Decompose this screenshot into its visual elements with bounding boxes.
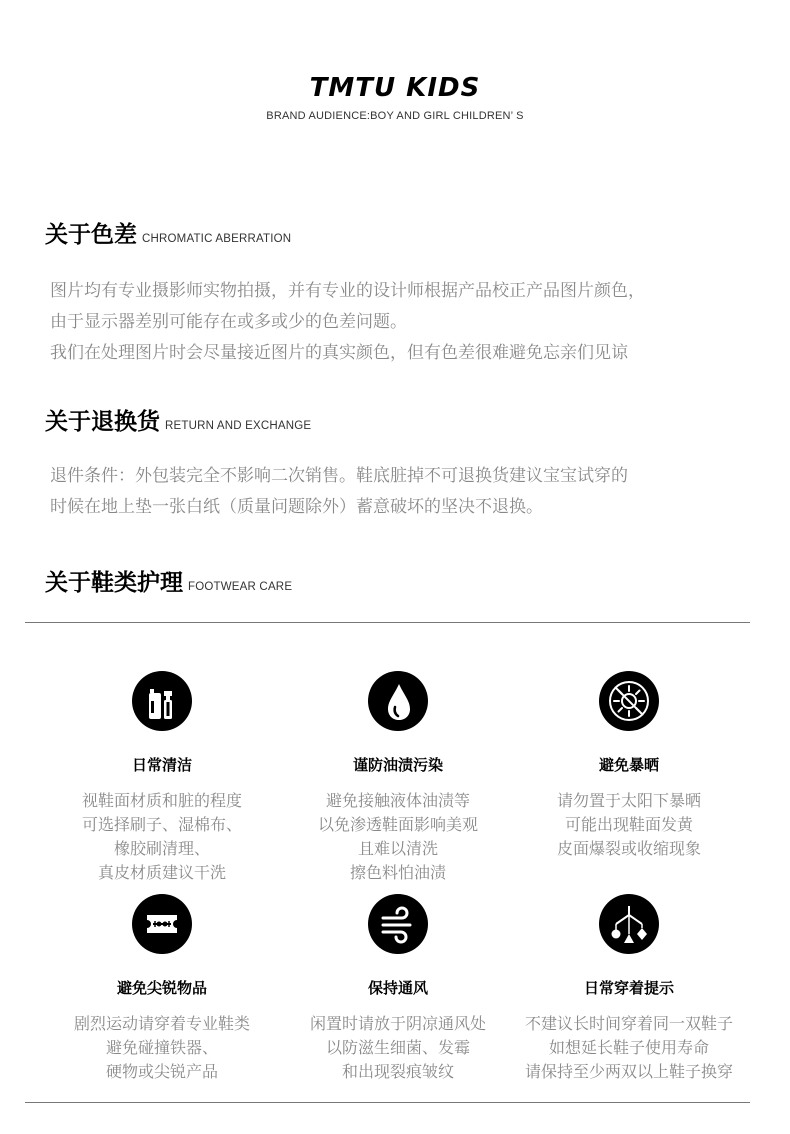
care-line: 皮面爆裂或收缩现象 <box>556 839 701 858</box>
care-line: 硬物或尖锐产品 <box>105 1062 218 1081</box>
paragraph-line: 图片均有专业摄影师实物拍摄，并有专业的设计师根据产品校正产品图片颜色， <box>50 281 645 301</box>
brand-header <box>0 72 790 122</box>
care-title: 避免暴晒 <box>598 756 659 774</box>
care-item-no-sun <box>509 671 749 861</box>
care-line: 可选择刷子、湿棉布、 <box>81 815 242 834</box>
care-item-wearing-tips <box>509 894 749 1084</box>
care-line: 剧烈运动请穿着专业鞋类 <box>73 1014 250 1033</box>
section-heading-color <box>45 216 291 249</box>
paragraph-line: 由于显示器差别可能存在或多或少的色差问题。 <box>50 312 407 332</box>
water-drop-icon <box>368 671 428 731</box>
care-description <box>278 1012 518 1084</box>
care-title: 日常穿着提示 <box>583 979 674 997</box>
section-heading-care <box>45 564 292 597</box>
care-line: 擦色料怕油渍 <box>349 863 446 882</box>
color-paragraph <box>50 276 750 369</box>
blade-icon <box>132 894 192 954</box>
section-title-zh: 关于鞋类护理 <box>45 570 183 596</box>
care-line: 以免渗透鞋面影响美观 <box>317 815 478 834</box>
section-title-en: CHROMATIC ABERRATION <box>142 233 292 245</box>
care-line: 橡胶刷清理、 <box>113 839 210 858</box>
returns-paragraph <box>50 461 750 523</box>
care-description <box>278 789 518 885</box>
care-line: 闲置时请放于阴凉通风处 <box>309 1014 486 1033</box>
paragraph-line: 我们在处理图片时会尽量接近图片的真实颜色，但有色差很难避免忘亲们见谅 <box>50 343 628 363</box>
section-title-en: RETURN AND EXCHANGE <box>165 420 312 432</box>
care-description <box>509 789 749 861</box>
care-description <box>42 789 282 885</box>
care-line: 和出现裂痕皱纹 <box>341 1062 454 1081</box>
care-line: 可能出现鞋面发黄 <box>564 815 693 834</box>
brand-title: TMTU KIDS <box>309 73 481 103</box>
care-line: 以防滋生细菌、发霉 <box>325 1038 470 1057</box>
mobile-toy-icon <box>599 894 659 954</box>
section-heading-returns <box>45 403 311 436</box>
wind-icon <box>368 894 428 954</box>
care-description <box>42 1012 282 1084</box>
care-line: 真皮材质建议干洗 <box>97 863 226 882</box>
section-title-zh: 关于退换货 <box>45 409 160 435</box>
paragraph-line: 退件条件：外包装完全不影响二次销售。鞋底脏掉不可退换货建议宝宝试穿的 <box>50 466 628 486</box>
no-sun-icon <box>599 671 659 731</box>
care-item-sharp-objects <box>42 894 282 1084</box>
care-item-daily-cleaning <box>42 671 282 885</box>
section-title-zh: 关于色差 <box>45 222 137 248</box>
care-line: 避免接触液体油渍等 <box>325 791 470 810</box>
care-line: 不建议长时间穿着同一双鞋子 <box>524 1014 733 1033</box>
care-title: 避免尖锐物品 <box>116 979 207 997</box>
divider-top <box>25 622 750 623</box>
care-line: 且难以清洗 <box>357 839 438 858</box>
care-title: 保持通风 <box>367 979 428 997</box>
care-item-oil-stain <box>278 671 518 885</box>
care-title: 日常清洁 <box>131 756 192 774</box>
care-title: 谨防油渍污染 <box>352 756 443 774</box>
care-description <box>509 1012 749 1084</box>
care-line: 请保持至少两双以上鞋子换穿 <box>524 1062 733 1081</box>
paragraph-line: 时候在地上垫一张白纸（质量问题除外）蓄意破坏的坚决不退换。 <box>50 497 543 517</box>
care-line: 视鞋面材质和脏的程度 <box>81 791 242 810</box>
section-title-en: FOOTWEAR CARE <box>188 581 293 593</box>
cleaning-bottles-icon <box>132 671 192 731</box>
care-line: 如想延长鞋子使用寿命 <box>548 1038 709 1057</box>
divider-bottom <box>25 1102 750 1103</box>
care-line: 避免碰撞铁器、 <box>105 1038 218 1057</box>
care-line: 请勿置于太阳下暴晒 <box>556 791 701 810</box>
brand-subtitle: BRAND AUDIENCE:BOY AND GIRL CHILDREN’ S <box>266 110 524 122</box>
care-item-ventilation <box>278 894 518 1084</box>
